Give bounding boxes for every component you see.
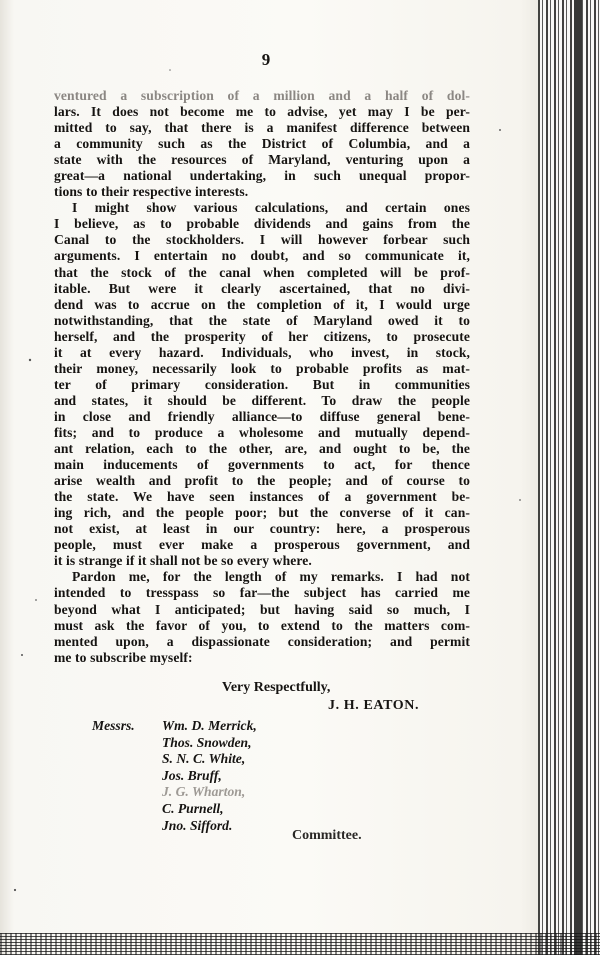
committee-member: S. N. C. White, [162, 751, 246, 767]
text-line: a community such as the District of Columbia, and a [54, 136, 470, 152]
committee-member: Jno. Sifford. [162, 817, 233, 833]
paragraph-1 [54, 88, 470, 200]
text-line: lars. It does not become me to advise, yet may I be per- [54, 104, 470, 120]
text-line: must ask the favor of you, to extend to the matters com- [54, 617, 470, 633]
committee-member: J. G. Wharton, [162, 784, 246, 800]
text-line: state with the resources of Maryland, venturing upon a [54, 152, 470, 168]
text-line: ter of primary consideration. But in communities [54, 376, 470, 392]
text-line: mitted to say, that there is a manifest difference between [54, 120, 470, 136]
text-line: great—a national undertaking, in such unequal propor- [54, 168, 470, 184]
text-line: main inducements of governments to act, for thence [54, 457, 470, 473]
paragraph-3 [54, 569, 470, 665]
text-line: Canal to the stockholders. I will however forbear such [54, 232, 470, 248]
text-line: herself, and the prosperity of her citizens, to prosecute [54, 328, 470, 344]
text-line: and states, it should be different. To draw the people [54, 392, 470, 408]
text-line: ant relation, each to the other, are, and ought to be, the [54, 441, 470, 457]
text-line: it at every hazard. Individuals, who invest, in stock, [54, 344, 470, 360]
text-line: me to subscribe myself: [54, 649, 193, 665]
letter-body [54, 88, 470, 666]
text-line: mented upon, a dispassionate consideration; and permit [54, 633, 470, 649]
committee-member: Thos. Snowden, [162, 734, 252, 750]
addressee-prefix: Messrs. [92, 718, 135, 733]
text-line: beyond what I anticipated; but having said so much, I [54, 601, 470, 617]
text-line: arise wealth and profit to the people; and of course to [54, 473, 470, 489]
committee-label: Committee. [292, 828, 362, 843]
signature: J. H. EATON. [328, 698, 420, 713]
text-line: it is strange if it shall not be so every where. [54, 553, 312, 569]
addressee-line [92, 718, 257, 735]
text-line: Pardon me, for the length of my remarks. I had not [72, 569, 470, 585]
text-line: intended to tresspass so far—the subject has carried me [54, 585, 470, 601]
text-line: notwithstanding, that the state of Maryland owed it to [54, 312, 470, 328]
page-number: 9 [261, 50, 271, 69]
committee-member: Jos. Bruff, [162, 767, 222, 783]
addressee-list [92, 718, 257, 834]
text-line: dend was to accrue on the completion of it, I would urge [54, 296, 470, 312]
committee-member: Wm. D. Merrick, [162, 718, 257, 733]
text-line: I might show various calculations, and certain ones [72, 200, 470, 216]
committee-member: C. Purnell, [162, 800, 224, 816]
scanned-binding-edge [538, 0, 600, 955]
text-line: that the stock of the canal when completed will be prof- [54, 264, 470, 280]
scan-noise-bottom [0, 933, 600, 955]
text-line: fits; and to produce a wholesome and mutually depend- [54, 424, 470, 440]
text-line: people, must ever make a prosperous government, and [54, 537, 470, 553]
text-line: their money, necessarily look to probable profits as mat- [54, 360, 470, 376]
text-line: the state. We have seen instances of a government be- [54, 489, 470, 505]
text-line: ing rich, and the people poor; but the converse of it can- [54, 505, 470, 521]
closing-salutation: Very Respectfully, [222, 680, 331, 695]
text-line: itable. But were it clearly ascertained, that no divi- [54, 280, 470, 296]
text-line: in close and friendly alliance—to diffuse general bene- [54, 408, 470, 424]
text-line: tions to their respective interests. [54, 184, 249, 200]
text-line: arguments. I entertain no doubt, and so communicate it, [54, 248, 470, 264]
binding-shadow [574, 0, 582, 955]
text-line: not exist, at least in our country: here, a prosperous [54, 521, 470, 537]
text-line: ventured a subscription of a million and a half of dol- [54, 88, 470, 103]
paragraph-2 [54, 200, 470, 569]
text-line: I believe, as to probable dividends and gains from the [54, 216, 470, 232]
